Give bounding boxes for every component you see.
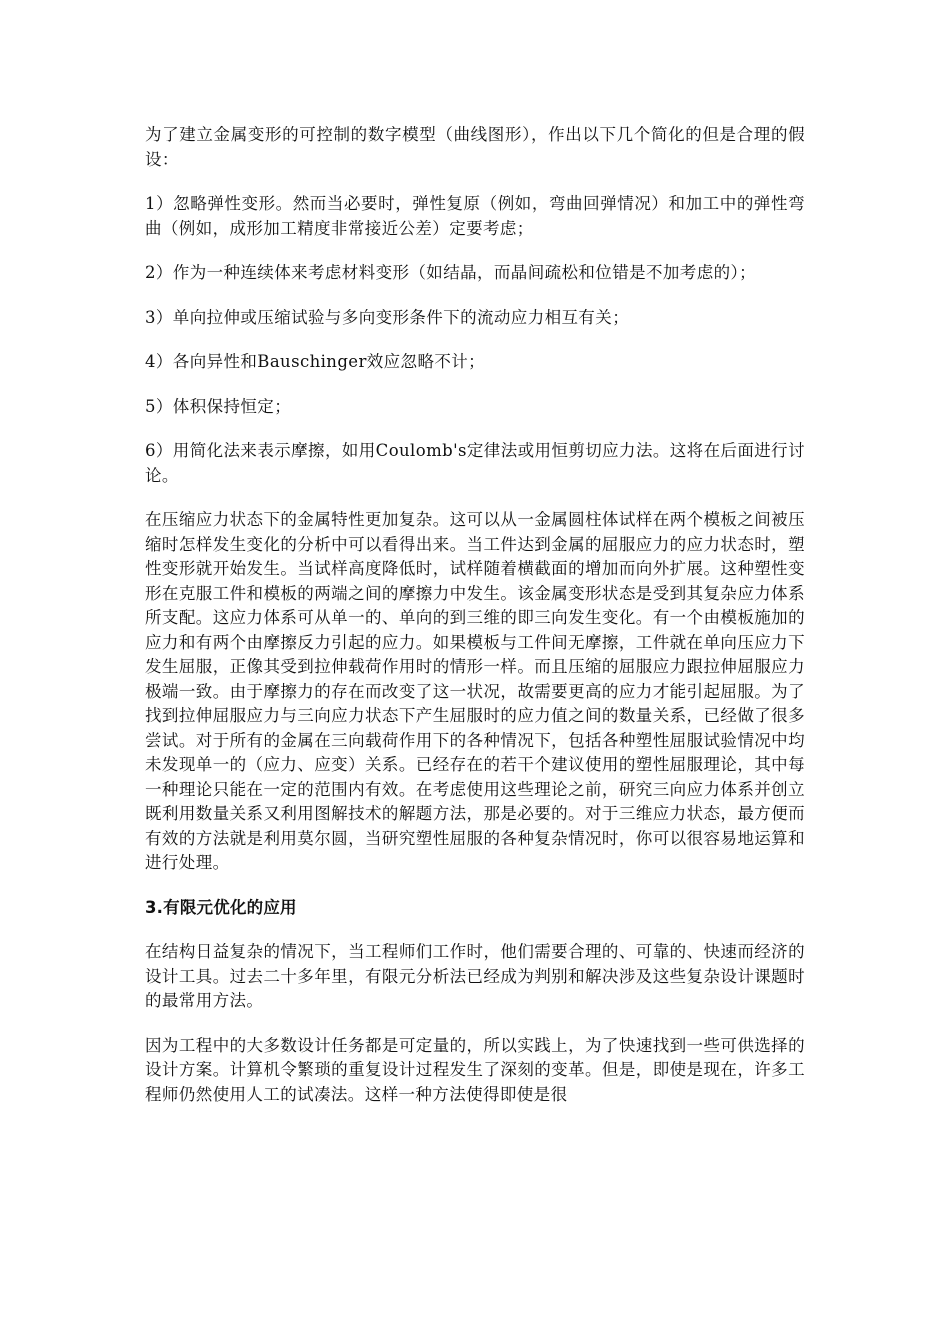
assumption-2: 2）作为一种连续体来考虑材料变形（如结晶，而晶间疏松和位错是不加考虑的）；	[145, 263, 757, 282]
assumption-4: 4）各向异性和Bauschinger效应忽略不计；	[145, 352, 486, 371]
section-heading: 3.有限元优化的应用	[145, 897, 297, 917]
document-page	[145, 123, 805, 1127]
fea-paragraph-2: 因为工程中的大多数设计任务都是可定量的，所以实践上，为了快速找到一些可供选择的设计方案。计算机令繁琐的重复设计过程发生了深刻的变革。但是，即使是现在，许多工程师仍然使用人工的试凑法。这样一种方法使得即使是很	[145, 1035, 805, 1104]
assumption-5: 5）体积保持恒定；	[145, 396, 292, 416]
compression-paragraph: 在压缩应力状态下的金属特性更加复杂。这可以从一金属圆柱体试样在两个模板之间被压缩时怎样发生变化的分析中可以看得出来。当工件达到金属的屈服应力的应力状态时，塑性变形就开始发生。当试样高度降低时，试样随着横截面的增加而向外扩展。这种塑性变形在克服工件和模板的两端之间的摩擦力中发生。该金属变形状态是受到其复杂应力体系所支配。这应力体系可从单一的、单向的到三维的即三向发生变化。有一个由模板施加的应力和有两个由摩擦反力引起的应力。如果模板与工件间无摩擦，工件就在单向压应力下发生屈服，正像其受到拉伸载荷作用时的情形一样。而且压缩的屈服应力跟拉伸屈服应力极端一致。由于摩擦力的存在而改变了这一状况，故需要更高的应力才能引起屈服。为了找到拉伸屈服应力与三向应力状态下产生屈服时的应力值之间的数量关系，已经做了很多尝试。对于所有的金属在三向载荷作用下的各种情况下，包括各种塑性屈服试验情况中均未发现单一的（应力、应变）关系。已经存在的若干个建议使用的塑性屈服理论，其中每一种理论只能在一定的范围内有效。在考虑使用这些理论之前，研究三向应力体系并创立既利用数量关系又利用图解技术的解题方法，那是必要的。对于三维应力状态，最方便而有效的方法就是利用莫尔圆，当研究塑性屈服的各种复杂情况时，你可以很容易地运算和进行处理。	[145, 510, 805, 872]
assumption-1: 1）忽略弹性变形。然而当必要时，弹性复原（例如，弯曲回弹情况）和加工中的弹性弯曲（例如，成形加工精度非常接近公差）定要考虑；	[145, 194, 805, 238]
assumption-3: 3）单向拉伸或压缩试验与多向变形条件下的流动应力相互有关；	[145, 307, 630, 327]
intro-paragraph: 为了建立金属变形的可控制的数字模型（曲线图形），作出以下几个简化的但是合理的假设：	[145, 125, 805, 169]
assumption-6: 6）用简化法来表示摩擦，如用Coulomb's定律法或用恒剪切应力法。这将在后面进行讨论。	[145, 441, 805, 485]
fea-paragraph-1: 在结构日益复杂的情况下，当工程师们工作时，他们需要合理的、可靠的、快速而经济的设计工具。过去二十多年里，有限元分析法已经成为判别和解决涉及这些复杂设计课题时的最常用方法。	[145, 942, 805, 1010]
